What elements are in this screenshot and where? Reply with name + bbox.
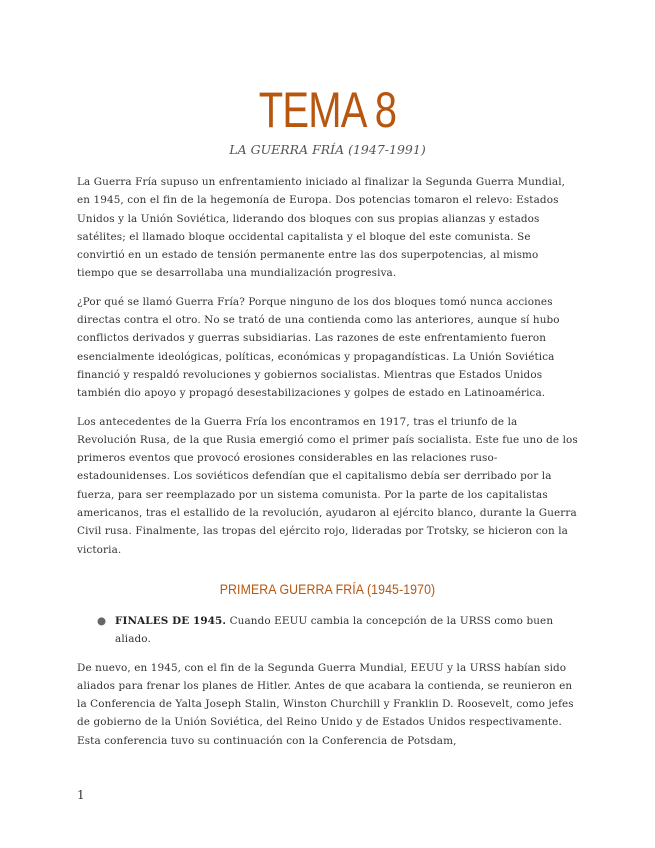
- document-subtitle: LA GUERRA FRÍA (1947-1991): [229, 142, 426, 157]
- paragraph: ¿Por qué se llamó Guerra Fría? Porque ninguno de los dos bloques tomó nunca acciones directas contra el otro. No se trató de una contienda como las anteriores, aunque sí hubo conflictos derivados y guerras subsidiarias. Las razones de este enfrentamiento fueron esencialmente ideológicas, políticas, económicas y propagandísticas. La Unión Soviética financió y respaldó revoluciones y gobiernos socialistas. Mientras que Estados Unidos también dio apoyo y propagó desestabilizaciones y golpes de estado en Latinoamérica.: [77, 295, 560, 400]
- bullet-text: Cuando EEUU cambia la concepción de la URSS como buen aliado.: [115, 614, 554, 646]
- document-title: TEMA 8: [258, 82, 397, 138]
- bullet-bold-label: FINALES DE 1945.: [115, 614, 227, 627]
- section-heading: PRIMERA GUERRA FRÍA (1945-1970): [219, 580, 436, 597]
- page-number: 1: [77, 788, 85, 802]
- paragraph: De nuevo, en 1945, con el fin de la Segunda Guerra Mundial, EEUU y la URSS habían sido aliados para frenar los planes de Hitler. Antes de que acabara la contienda, se reunieron en la Conferencia de Yalta Joseph Stalin, Winston Churchill y Franklin D. Roosevelt, como jefes de gobierno de la Unión Soviética, del Reino Unido y de Estados Unidos respectivamente. Esta conferencia tuvo su continuación con la Conferencia de Potsdam,: [77, 661, 574, 747]
- document-body: [77, 173, 578, 760]
- bullet-icon: ●: [97, 614, 107, 627]
- paragraph: Los antecedentes de la Guerra Fría los encontramos en 1917, tras el triunfo de la Revolución Rusa, de la que Rusia emergió como el primer país socialista. Este fue uno de los primeros eventos que provocó erosiones considerables en las relaciones ruso-estadounidenses. Los soviéticos defendían que el capitalismo debía ser derribado por la fuerza, para ser reemplazado por un sistema comunista. Por la parte de los capitalistas americanos, tras el estallido de la revolución, ayudaron al ejército blanco, durante la Guerra Civil rusa. Finalmente, las tropas del ejército rojo, lideradas por Trotsky, se hicieron con la victoria.: [77, 415, 578, 556]
- bullet-item: [77, 612, 578, 649]
- paragraph: La Guerra Fría supuso un enfrentamiento iniciado al finalizar la Segunda Guerra Mundial, en 1945, con el fin de la hegemonía de Europa. Dos potencias tomaron el relevo: Estados Unidos y la Unión Soviética, liderando dos bloques con sus propias alianzas y estados satélites; el llamado bloque occidental capitalista y el bloque del este comunista. Se convirtió en un estado de tensión permanente entre las dos superpotencias, al mismo tiempo que se desarrollaba una mundialización progresiva.: [77, 176, 566, 280]
